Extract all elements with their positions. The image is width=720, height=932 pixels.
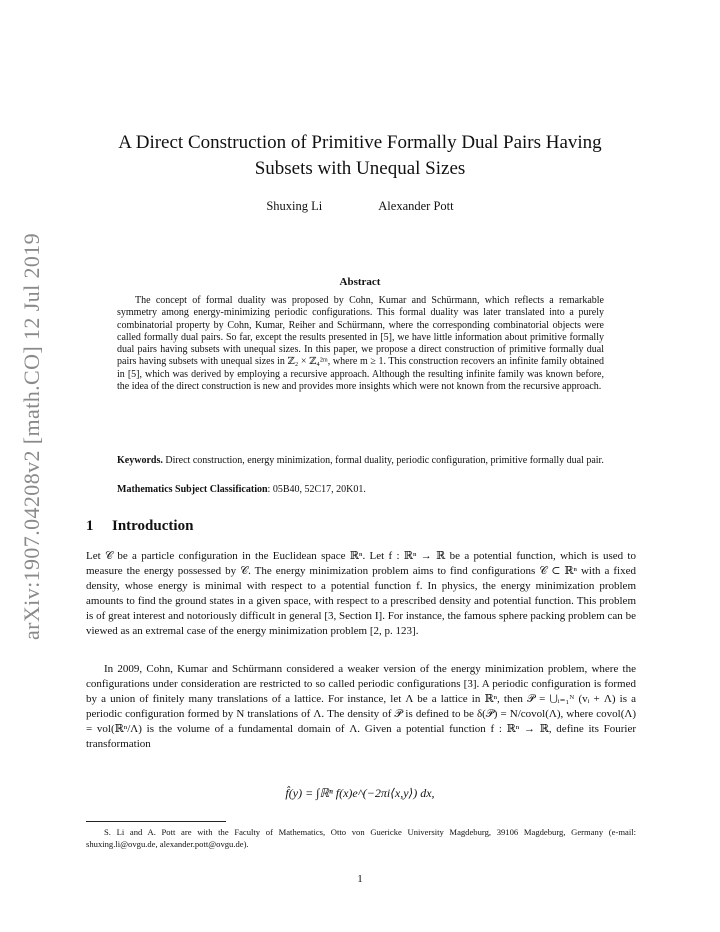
msc-classification: [117, 484, 604, 496]
author-name: Alexander Pott: [378, 199, 454, 213]
keywords-text: Direct construction, energy minimization, formal duality, periodic configuration, primitive formally dual pair.: [162, 455, 604, 466]
author-name: Shuxing Li: [266, 199, 323, 213]
keywords: [117, 455, 604, 467]
msc-label: Mathematics Subject Classification: [117, 484, 268, 495]
section-number: 1: [86, 518, 94, 534]
body-paragraph: In 2009, Cohn, Kumar and Schürmann considered a weaker version of the energy minimization problem, where the configurations under consideration are restricted to so called periodic configurations [3]. A periodic configuration is formed by a union of finitely many translations of a lattice. For instance, let Λ be a lattice in ℝⁿ, then 𝒫 = ⋃ᵢ₌₁ᴺ (vᵢ + Λ) is a periodic configuration formed by N translations of Λ. The density of 𝒫 is defined to be δ(𝒫) = N/covol(Λ), where covol(Λ) = vol(ℝⁿ/Λ) is the volume of a fundamental domain of Λ. Given a potential function f : ℝⁿ → ℝ, define its Fourier transformation: [86, 663, 636, 751]
keywords-label: Keywords.: [117, 455, 163, 466]
page-number: 1: [357, 873, 363, 885]
section-heading: [86, 518, 193, 535]
abstract-heading: Abstract: [339, 276, 381, 288]
display-formula: f̂(y) = ∫ℝⁿ f(x)e^(−2πi⟨x,y⟩) dx,: [285, 786, 435, 800]
msc-text: : 05B40, 52C17, 20K01.: [267, 484, 366, 495]
section-title: Introduction: [112, 518, 194, 534]
footnote-rule: [86, 821, 226, 822]
author-list: [200, 199, 520, 214]
arxiv-stamp: arXiv:1907.04208v2 [math.CO] 12 Jul 2019: [19, 232, 44, 640]
footnote: S. Li and A. Pott are with the Faculty of Mathematics, Otto von Guericke University Magdeburg, 39106 Magdeburg, Germany (e-mail: shuxing.li@ovgu.de, alexander.pott@ovgu.de).: [86, 827, 636, 849]
body-paragraph: Let 𝒞 be a particle configuration in the Euclidean space ℝⁿ. Let f : ℝⁿ → ℝ be a potential function, which is used to measure the energy possessed by 𝒞. The energy minimization problem aims to find configurations 𝒞 ⊂ ℝⁿ with a fixed density, whose energy is minimal with respect to a potential function f. In physics, the energy minimization problem amounts to find the ground states in a given space, with respect to a prescribed density and potential function. This problem is of great interest and notoriously difficult in general [3, Section I]. For instance, the famous sphere packing problem can be viewed as an extremal case of the energy minimization problem [2, p. 123].: [86, 550, 636, 638]
abstract-text: The concept of formal duality was proposed by Cohn, Kumar and Schürmann, which reflects a remarkable symmetry among energy-minimizing periodic configurations. This formal duality was later translated into a purely combinatorial property by Cohn, Kumar, Reiher and Schürmann, where the corresponding combinatorial objects were called formally dual pairs. So far, except the results presented in [5], we have little information about primitive formally dual pairs having subsets with unequal sizes. In this paper, we propose a direct construction of primitive formally dual pairs having subsets with unequal sizes in ℤ₂ × ℤ₄²ᵐ, where m ≥ 1. This construction recovers an infinite family obtained in [5], which was derived by employing a recursive approach. Although the resulting infinite family was known before, the idea of the direct construction is new and provides more insights which were not known from the recursive approach.: [117, 295, 604, 393]
paper-title: A Direct Construction of Primitive Formally Dual Pairs Having Subsets with Unequal Sizes: [118, 132, 602, 179]
